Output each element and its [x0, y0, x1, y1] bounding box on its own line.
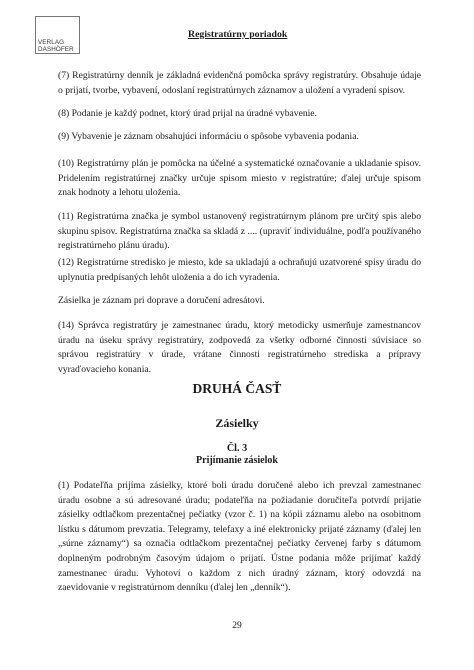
publisher-logo — [35, 16, 80, 54]
paragraph-11: (11) Registratúrna značka je symbol ustanovený registratúrnym plánom pre určitý spis alebo skupinu spisov. Registratúrna značka sa skladá z .... (upraviť individuálne, podľa používaného registratúrneho plánu úradu). — [58, 211, 421, 252]
article-paragraph-1: (1) Podateľňa prijíma zásielky, ktoré boli úradu doručené alebo ich prevzal zamestnanec úradu osobne a sú adresované úradu; podateľňa na požiadanie doručiteľa potvrdí prijatie zásielky odtlačkom prezentačnej pečiatky (vzor č. 1) na kópii záznamu alebo na osobitnom lístku s dátumom prevzatia. Telegramy, telefaxy a iné elektronicky prijaté záznamy (ďalej len „súrne záznamy“) sa označia odtlačkom prezentačnej pečiatky červenej farby s dátumom doplneným podrobným časovým údajom o prijatí. Ústne podania môže prijímať každý zamestnanec úradu. Vyhotoví o každom z nich úradný záznam, ktorý odovzdá na zaevidovanie v registratúrnom denníku (ďalej len „denník“). — [58, 480, 421, 594]
section-title: Zásielky — [215, 416, 259, 430]
paragraph-zasielka: Zásielka je záznam pri doprave a doručení adresátovi. — [58, 295, 265, 306]
paragraph-14: (14) Správca registratúry je zamestnanec úradu, ktorý metodicky usmerňuje zamestnancov úradu na úseku správy registratúry, zodpovedá za všetky odborné činnosti súvisiace so správou registratúry v úrade, vrátane činnosti registratúrneho strediska a prípravy vyraďovacieho konania. — [58, 320, 421, 375]
page-number: 29 — [232, 621, 242, 631]
paragraph-10: (10) Registratúrny plán je pomôcka na účelné a systematické označovanie a ukladanie spisov. Pridelením registratúrnej značky určuje spisom miesto v registratúre; ďalej určuje spisom znak hodnoty a lehotu uloženia. — [58, 158, 421, 199]
part-title: DRUHÁ ČASŤ — [192, 381, 282, 396]
logo-line-2: DASHÖFER — [38, 46, 74, 53]
article-number: Čl. 3 — [226, 443, 248, 454]
paragraph-12: (12) Registratúrne stredisko je miesto, kde sa ukladajú a ochraňujú uzatvorené spisy úradu do uplynutia predpísaných lehôt uloženia a do ich vyradenia. — [58, 257, 421, 283]
paragraph-9: (9) Vybavenie je záznam obsahujúci informáciu o spôsobe vybavenia podania. — [58, 131, 359, 142]
paragraph-7: (7) Registratúrny denník je základná evidenčná pomôcka správy registratúry. Obsahuje údaje o prijatí, tvorbe, vybavení, odoslaní registratúrnych záznamov a uložení a vyradení spisov. — [58, 70, 421, 96]
logo-line-1: VERLAG — [38, 39, 65, 46]
page-header-title: Registratúrny poriadok — [188, 29, 288, 40]
article-title: Prijímanie zásielok — [196, 455, 278, 466]
paragraph-8: (8) Podanie je každý podnet, ktorý úrad prijal na úradné vybavenie. — [58, 108, 317, 119]
